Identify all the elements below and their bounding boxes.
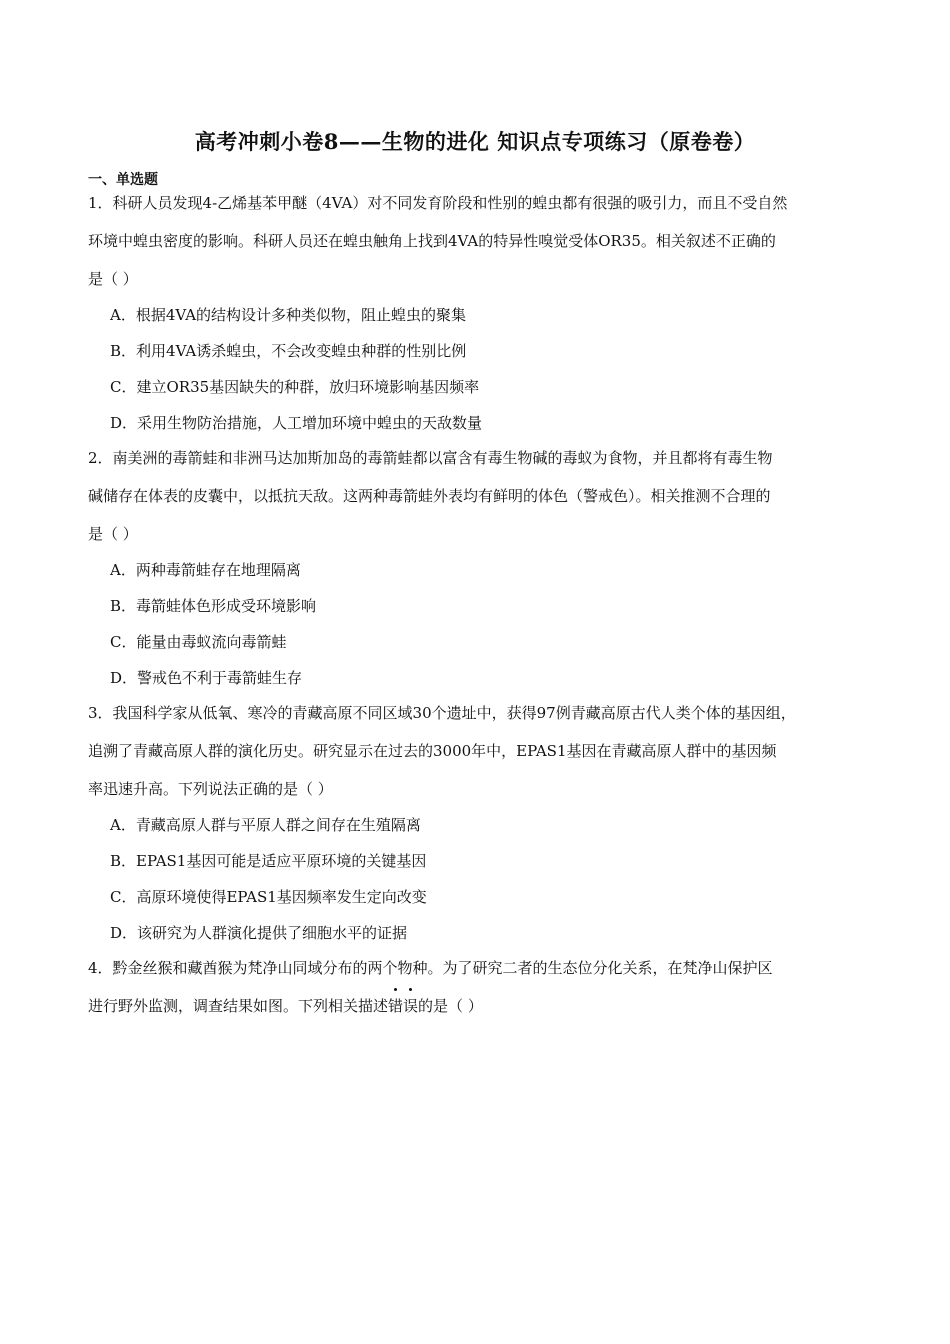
question-3-line-3: 率迅速升高。下列说法正确的是（ ） [88,780,333,798]
question-3-line-1: 3．我国科学家从低氧、寒冷的青藏高原不同区域30个遗址中，获得97例青藏高原古代人类个体的基因组， [88,704,796,722]
question-3-line-2: 追溯了青藏高原人群的演化历史。研究显示在过去的3000年中，EPAS1基因在青藏高原人群中的基因频 [88,742,777,760]
emphasis-char-1: 错 [388,997,404,1015]
question-4-line-1: 4．黔金丝猴和藏酋猴为梵净山同域分布的两个物种。为了研究二者的生态位分化关系，在梵净山保护区 [88,959,773,977]
question-4-line-2-start: 进行野外监测，调查结果如图。下列相关描述 [88,997,389,1015]
question-1-option-a[interactable]: A．根据4VA的结构设计多种类似物，阻止蝗虫的聚集 [110,306,467,324]
question-1-line-2: 环境中蝗虫密度的影响。科研人员还在蝗虫触角上找到4VA的特异性嗅觉受体OR35。相关叙述不正确的 [88,232,776,250]
question-1-line-3: 是（ ） [88,270,138,288]
question-1-line-1: 1．科研人员发现4-乙烯基苯甲醚（4VA）对不同发育阶段和性别的蝗虫都有很强的吸引力，而且不受自然 [88,194,788,212]
question-1-option-c[interactable]: C．建立OR35基因缺失的种群，放归环境影响基因频率 [110,378,480,396]
question-2-option-d[interactable]: D．警戒色不利于毒箭蛙生存 [110,669,303,687]
question-2-line-1: 2．南美洲的毒箭蛙和非洲马达加斯加岛的毒箭蛙都以富含有毒生物碱的毒蚁为食物，并且都将有毒生物 [88,449,773,467]
question-3-option-c[interactable]: C．高原环境使得EPAS1基因频率发生定向改变 [110,888,427,906]
page-title: 高考冲刺小卷8——生物的进化 知识点专项练习（原卷卷） [194,129,756,154]
question-2-option-c[interactable]: C．能量由毒蚁流向毒箭蛙 [110,633,287,651]
question-2-line-2: 碱储存在体表的皮囊中，以抵抗天敌。这两种毒箭蛙外表均有鲜明的体色（警戒色）。相关推测不合理的 [88,487,771,505]
question-1-option-b[interactable]: B．利用4VA诱杀蝗虫，不会改变蝗虫种群的性别比例 [110,342,467,360]
question-2-option-a[interactable]: A．两种毒箭蛙存在地理隔离 [110,561,301,579]
question-2-option-b[interactable]: B．毒箭蛙体色形成受环境影响 [110,597,317,615]
question-3-option-d[interactable]: D．该研究为人群演化提供了细胞水平的证据 [110,924,408,942]
question-4-line-2 [88,996,483,1016]
emphasis-char-2: 误 [403,997,419,1015]
question-1-option-d[interactable]: D．采用生物防治措施，人工增加环境中蝗虫的天敌数量 [110,414,483,432]
question-4-line-2-end: 的是（ ） [418,997,483,1015]
section-heading: 一、单选题 [88,172,158,188]
question-2-line-3: 是（ ） [88,525,138,543]
question-3-option-b[interactable]: B．EPAS1基因可能是适应平原环境的关键基因 [110,852,427,870]
question-3-option-a[interactable]: A．青藏高原人群与平原人群之间存在生殖隔离 [110,816,421,834]
